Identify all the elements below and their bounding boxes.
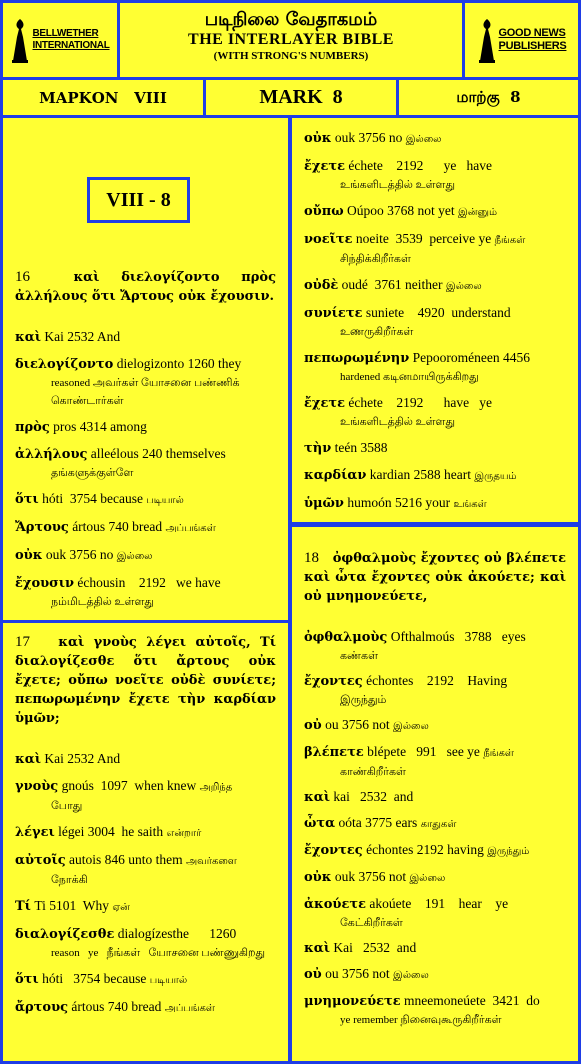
gloss-continuation: உங்களிடத்தில் உள்ளது xyxy=(340,179,455,191)
greek-word: αὐτοῖς xyxy=(15,853,66,868)
tamil-gloss: படியால் xyxy=(149,975,188,986)
tamil-gloss: அப்பங்கள் xyxy=(164,1003,215,1014)
transliteration-gloss: noeite 3539 perceive ye xyxy=(355,231,492,246)
tamil-gloss: இல்லை xyxy=(392,721,429,732)
tamil-gloss: உங்கள் xyxy=(453,499,487,510)
transliteration-gloss: pros 4314 among xyxy=(53,419,147,434)
transliteration-gloss: kai 2532 and xyxy=(333,789,414,804)
transliteration-gloss: alleélous 240 themselves xyxy=(90,446,226,461)
transliteration-gloss: ou 3756 not xyxy=(325,717,390,732)
verse18-panel xyxy=(292,527,578,1061)
right-top-panel xyxy=(292,118,578,522)
word-entry xyxy=(15,573,276,611)
greek-word: Τί xyxy=(15,899,31,914)
gloss-continuation: reasoned அவர்கள் யோசனை பண்ணிக் கொண்டார்கள் xyxy=(51,377,243,407)
tamil-gloss: நீங்கள் xyxy=(494,235,526,246)
verse17-panel xyxy=(3,623,288,1061)
verse18-text xyxy=(304,549,566,606)
greek-word: καὶ xyxy=(15,330,42,345)
transliteration-gloss: autois 846 unto them xyxy=(69,852,183,867)
greek-word: καὶ xyxy=(304,941,331,956)
word-entry xyxy=(15,354,276,410)
word-entry xyxy=(15,517,276,538)
greek-word: οὐκ xyxy=(304,131,332,146)
bar-english-box xyxy=(206,80,396,115)
transliteration-gloss: dielogizonto 1260 they xyxy=(116,356,242,371)
greek-word: καὶ xyxy=(304,790,331,805)
gloss-continuation: ye remember நினைவுகூருகிறீர்கள் xyxy=(340,1014,502,1026)
verse16-greek: καὶ διελογίζοντο πρὸς ἀλλήλους ὅτι Ἄρτους οὐκ ἔχουσιν. xyxy=(15,270,276,304)
bar-tamil: மாற்கு 8 xyxy=(456,87,521,106)
word-entry xyxy=(304,867,566,888)
word-entry xyxy=(15,924,276,962)
title-english: THE INTERLAYER BIBLE xyxy=(188,31,394,48)
word-entry xyxy=(15,822,276,843)
greek-word: ἀλλήλους xyxy=(15,447,88,462)
greek-word: γνοὺς xyxy=(15,779,59,794)
word-entry xyxy=(304,128,566,149)
word-entry xyxy=(304,840,566,861)
word-entry xyxy=(15,489,276,510)
transliteration-gloss: échontes 2192 having xyxy=(366,842,484,857)
verse17-number: 17 xyxy=(15,634,30,650)
word-entry xyxy=(15,327,276,347)
verse16-number: 16 xyxy=(15,269,30,285)
transliteration-gloss: Ti 5101 Why xyxy=(34,898,109,913)
gloss-continuation: உங்களிடத்தில் உள்ளது xyxy=(340,416,455,428)
transliteration-gloss: blépete 991 see ye xyxy=(367,744,480,759)
word-entry xyxy=(15,545,276,566)
right-logo-line2: PUBLISHERS xyxy=(498,40,567,52)
word-entry xyxy=(304,303,566,341)
transliteration-gloss: suniete 4920 understand xyxy=(365,305,511,320)
transliteration-gloss: oóta 3775 ears xyxy=(338,815,418,830)
transliteration-gloss: teén 3588 xyxy=(334,440,388,455)
title-subtitle: (WITH STRONG'S NUMBERS) xyxy=(213,50,369,62)
verse17-text xyxy=(15,633,276,728)
greek-word: ὑμῶν xyxy=(304,496,344,511)
verse16-word-list xyxy=(15,327,276,618)
transliteration-gloss: mneemoneúete 3421 do xyxy=(404,993,540,1008)
greek-word: ἔχοντες xyxy=(304,674,363,689)
greek-word: ὅτι xyxy=(15,972,39,987)
tamil-gloss: நீங்கள் xyxy=(483,748,514,759)
greek-word: ὦτα xyxy=(304,816,336,831)
verse18-greek: ὀφθαλμοὺς ἔχοντες οὐ βλέπετε καὶ ὦτα ἔχοντες οὐκ ἀκούετε; καὶ οὐ μνημονεύετε, xyxy=(304,551,566,604)
greek-word: νοεῖτε xyxy=(304,232,353,247)
word-entry xyxy=(304,627,566,665)
greek-word: ἔχοντες xyxy=(304,843,363,858)
transliteration-gloss: Oúpoo 3768 not yet xyxy=(346,203,455,218)
transliteration-gloss: akoúete 191 hear ye xyxy=(369,896,509,911)
word-entry xyxy=(304,671,566,709)
greek-word: βλέπετε xyxy=(304,745,364,760)
tamil-gloss: படியால் xyxy=(146,495,184,506)
greek-word: ἄρτους xyxy=(15,1000,69,1015)
word-entry xyxy=(304,348,566,386)
verse18-number: 18 xyxy=(304,550,319,566)
tamil-gloss: ஏன் xyxy=(112,902,130,913)
gloss-continuation: போது xyxy=(51,800,83,812)
word-entry xyxy=(304,894,566,932)
word-entry xyxy=(304,813,566,834)
greek-word: ἔχουσιν xyxy=(15,576,75,591)
greek-word: τὴν xyxy=(304,441,332,456)
greek-word: ὅτι xyxy=(15,492,39,507)
transliteration-gloss: Kai 2532 And xyxy=(44,751,121,766)
bar-tamil-box xyxy=(399,80,578,115)
transliteration-gloss: hóti 3754 because xyxy=(42,971,147,986)
transliteration-gloss: échontes 2192 Having xyxy=(366,673,508,688)
gloss-continuation: hardened கடினமாயிருக்கிறது xyxy=(340,371,479,383)
tamil-gloss: இல்லை xyxy=(445,281,482,292)
tamil-gloss: இருந்தும் xyxy=(487,846,530,857)
greek-word: διελογίζοντο xyxy=(15,357,114,372)
greek-word: μνημονεύετε xyxy=(304,994,401,1009)
greek-word: ἔχετε xyxy=(304,159,346,174)
greek-word: καρδίαν xyxy=(304,468,367,483)
transliteration-gloss: ouk 3756 no xyxy=(45,547,114,562)
word-entry xyxy=(304,438,566,458)
word-entry xyxy=(15,997,276,1018)
goodnews-logo xyxy=(477,17,567,63)
word-entry xyxy=(15,749,276,769)
gloss-continuation: நம்மிடத்தில் உள்ளது xyxy=(51,596,154,608)
tamil-gloss: இல்லை xyxy=(392,970,429,981)
word-entry xyxy=(15,776,276,815)
tamil-gloss: இல்லை xyxy=(405,134,442,145)
word-entry xyxy=(304,275,566,296)
left-logo-line1: BELLWETHER xyxy=(32,28,99,39)
left-logo-line2: INTERNATIONAL xyxy=(32,40,110,51)
greek-word: ὀφθαλμοὺς xyxy=(304,630,388,645)
gloss-continuation: உணருகிறீர்கள் xyxy=(340,326,414,338)
transliteration-gloss: ártous 740 bread xyxy=(71,999,162,1014)
transliteration-gloss: ouk 3756 not xyxy=(334,869,407,884)
transliteration-gloss: kardian 2588 heart xyxy=(369,467,471,482)
verse17-word-list xyxy=(15,749,276,1025)
transliteration-gloss: échete 2192 ye have xyxy=(348,158,492,173)
tamil-gloss: காதுகள் xyxy=(420,819,457,830)
greek-word: καὶ xyxy=(15,752,42,767)
gloss-continuation: தங்களுக்குள்ளே xyxy=(51,467,134,479)
tamil-gloss: இல்லை xyxy=(116,551,153,562)
word-entry xyxy=(304,991,566,1029)
verse17-continued-word-list xyxy=(304,128,566,521)
shepherd-icon xyxy=(477,17,497,63)
greek-word: διαλογίζεσθε xyxy=(15,927,115,942)
transliteration-gloss: gnoús 1097 when knew xyxy=(61,778,197,793)
transliteration-gloss: hóti 3754 because xyxy=(42,491,143,506)
transliteration-gloss: Kai 2532 And xyxy=(44,329,121,344)
gloss-continuation: இருந்தும் xyxy=(340,694,387,706)
gloss-continuation: சிந்திக்கிறீர்கள் xyxy=(340,253,411,265)
word-entry xyxy=(304,715,566,736)
tamil-gloss: இருதயம் xyxy=(474,471,517,482)
verse17-greek: καὶ γνοὺς λέγει αὐτοῖς, Τί διαλογίζεσθε ὅτι ἄρτους οὐκ ἔχετε; οὔπω νοεῖτε οὐδὲ συνίετε; πεπωρωμένην ἔχετε τὴν καρδίαν ὑμῶν; xyxy=(15,635,276,726)
word-entry xyxy=(304,964,566,985)
gloss-continuation: கண்கள் xyxy=(340,650,378,662)
word-entry xyxy=(304,938,566,958)
bar-greek: ΜΑΡΚΟΝ VIII xyxy=(39,88,167,107)
greek-word: πρὸς xyxy=(15,420,50,435)
chapter-box: VIII - 8 xyxy=(87,177,190,223)
greek-word: λέγει xyxy=(15,825,55,840)
shepherd-icon xyxy=(10,17,30,63)
word-entry xyxy=(304,156,566,194)
transliteration-gloss: ártous 740 bread xyxy=(72,519,163,534)
right-logo-line1: GOOD NEWS xyxy=(498,27,566,39)
word-entry xyxy=(304,465,566,486)
greek-word: ἀκούετε xyxy=(304,897,366,912)
transliteration-gloss: humoón 5216 your xyxy=(347,495,451,510)
tamil-gloss: அப்பங்கள் xyxy=(165,523,216,534)
right-logo-box xyxy=(465,3,578,77)
word-entry xyxy=(304,787,566,807)
greek-word: οὐκ xyxy=(15,548,43,563)
tamil-gloss: அறிந்த xyxy=(199,782,233,793)
transliteration-gloss: oudé 3761 neither xyxy=(341,277,443,292)
word-entry xyxy=(304,201,566,222)
word-entry xyxy=(304,393,566,431)
word-entry xyxy=(15,969,276,990)
left-logo-box xyxy=(3,3,117,77)
word-entry xyxy=(304,493,566,514)
greek-word: οὐ xyxy=(304,967,322,982)
greek-word: οὐ xyxy=(304,718,322,733)
word-entry xyxy=(15,896,276,917)
word-entry xyxy=(15,444,276,482)
greek-word: οὐκ xyxy=(304,870,332,885)
transliteration-gloss: ou 3756 not xyxy=(325,966,390,981)
bar-greek-box xyxy=(3,80,203,115)
greek-word: ἔχετε xyxy=(304,396,346,411)
verse18-word-list xyxy=(304,627,566,1035)
transliteration-gloss: échete 2192 have ye xyxy=(348,395,492,410)
bar-english: MARK 8 xyxy=(259,86,343,108)
verse16-panel xyxy=(3,118,288,620)
gloss-continuation: நோக்கி xyxy=(51,874,88,886)
tamil-gloss: என்றார் xyxy=(166,828,202,839)
transliteration-gloss: légei 3004 he saith xyxy=(58,824,164,839)
word-entry xyxy=(304,742,566,781)
transliteration-gloss: Pepooroméneen 4456 xyxy=(412,350,530,365)
bellwether-logo xyxy=(10,17,109,63)
transliteration-gloss: échousin 2192 we have xyxy=(77,575,221,590)
tamil-gloss: இன்னும் xyxy=(457,207,498,218)
verse16-text xyxy=(15,268,276,306)
gloss-continuation: கேட்கிறீர்கள் xyxy=(340,917,403,929)
word-entry xyxy=(15,417,276,437)
transliteration-gloss: Ofthalmoús 3788 eyes xyxy=(390,629,526,644)
word-entry xyxy=(304,229,566,268)
gloss-continuation: reason ye நீங்கள் யோசனை பண்ணுகிறது xyxy=(51,947,266,959)
greek-word: οὔπω xyxy=(304,204,344,219)
title-tamil: படிநிலை வேதாகமம் xyxy=(204,9,378,30)
greek-word: οὐδὲ xyxy=(304,278,339,293)
transliteration-gloss: dialogízesthe 1260 xyxy=(117,926,237,941)
transliteration-gloss: Kai 2532 and xyxy=(333,940,417,955)
greek-word: πεπωρωμένην xyxy=(304,351,410,366)
tamil-gloss: அவர்களை xyxy=(186,856,237,867)
transliteration-gloss: ouk 3756 no xyxy=(334,130,403,145)
gloss-continuation: காண்கிறீர்கள் xyxy=(340,766,406,778)
title-box xyxy=(120,3,462,77)
word-entry xyxy=(15,850,276,889)
tamil-gloss: இல்லை xyxy=(409,873,446,884)
greek-word: Ἄρτους xyxy=(15,520,69,535)
greek-word: συνίετε xyxy=(304,306,363,321)
